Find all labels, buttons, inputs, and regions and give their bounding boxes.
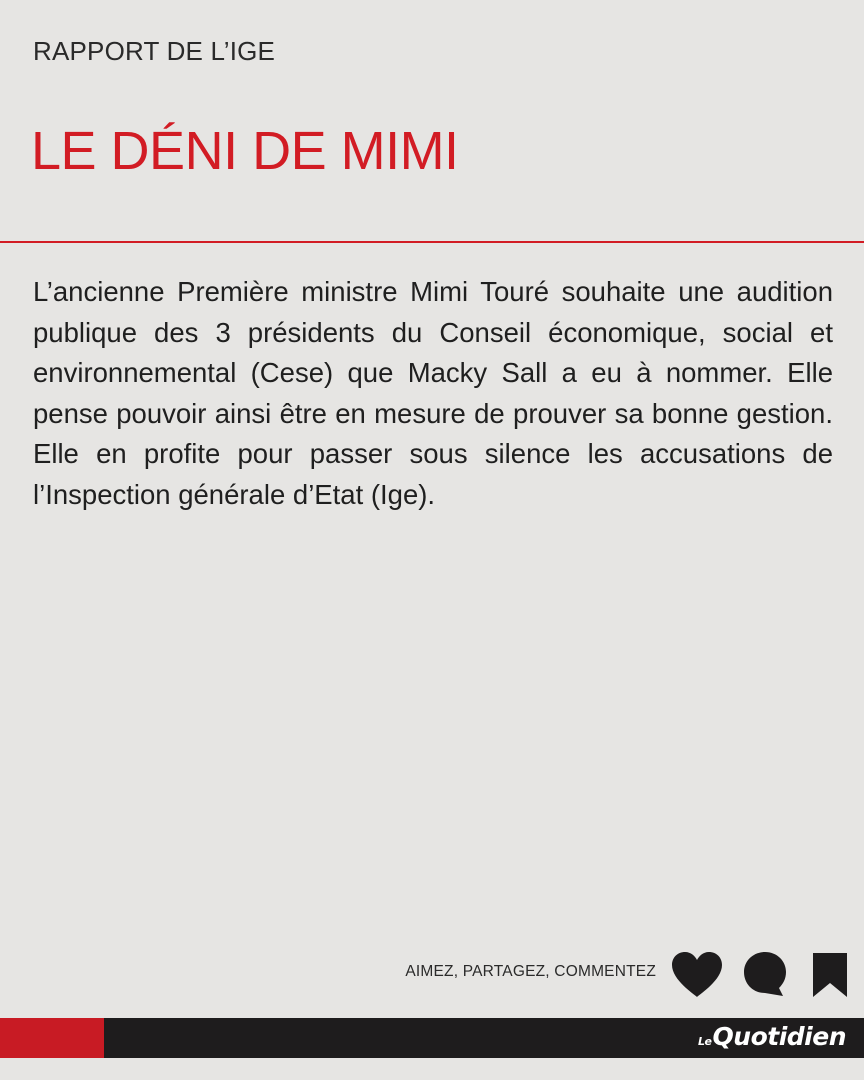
divider	[0, 241, 864, 243]
call-to-action: AIMEZ, PARTAGEZ, COMMENTEZ	[405, 963, 656, 980]
brand-logo	[698, 1022, 846, 1051]
footer-bar	[0, 1018, 864, 1058]
comment-icon[interactable]	[742, 950, 788, 998]
bookmark-icon[interactable]	[810, 950, 850, 1000]
headline: LE DÉNI DE MIMI	[31, 121, 459, 181]
kicker: RAPPORT DE L’IGE	[33, 36, 276, 66]
brand-name: Quotidien	[712, 1022, 846, 1051]
article-body: L’ancienne Première ministre Mimi Touré souhaite une audition publique des 3 présidents du Conseil économique, social et environnemental (Cese) que Macky Sall a eu à nommer. Elle pense pouvoir ainsi être en mesure de prouver sa bonne gestion. Elle en profite pour passer sous silence les accusations de l’Inspection générale d’Etat (Ige).	[33, 276, 833, 510]
heart-icon[interactable]	[670, 950, 724, 1000]
footer-accent	[0, 1018, 104, 1058]
brand-prefix: Le	[698, 1035, 712, 1048]
